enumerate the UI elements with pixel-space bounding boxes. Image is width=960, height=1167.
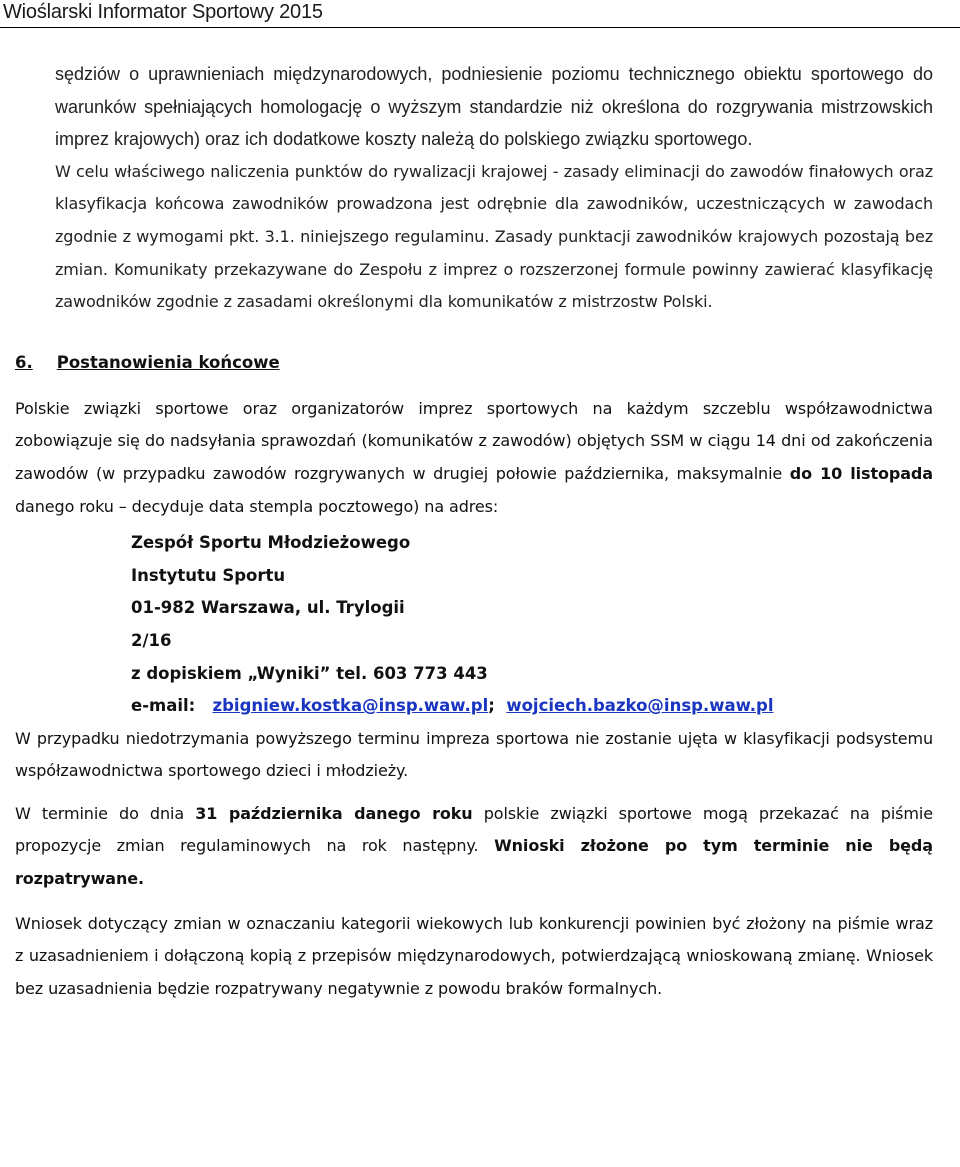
date-bold: 31 października danego roku [195,803,473,823]
address-line: z dopiskiem „Wyniki” tel. 603 773 443 [131,663,488,683]
email-label: e-mail: [131,696,196,716]
document-body [15,58,933,1005]
document-title: Wioślarski Informator Sportowy 2015 [3,1,323,23]
section-heading [15,347,933,379]
warning-bold: Wnioski złożone po tym terminie nie będą rozpatrywane. [15,836,933,889]
email-separator: ; [488,696,495,716]
spacer [15,788,933,798]
email-link-kostka[interactable]: zbigniew.kostka@insp.waw.pl [212,696,489,716]
missing-deadline-paragraph: W przypadku niedotrzymania powyższego terminu impreza sportowa nie zostanie ujęta w klasyfikacji podsystemu współzawodnictwa sportowego dzieci i młodzieży. [15,728,933,781]
address-line: 01-982 Warszawa, ul. Trylogii [131,598,405,618]
section-number: 6. [15,352,33,372]
address-line: Zespół Sportu Młodzieżowego [131,533,411,553]
address-line: Instytutu Sportu [131,565,286,585]
spacer [15,379,933,393]
header-divider [0,27,960,28]
address-line: 2/16 [131,630,172,650]
address-block [131,527,933,723]
email-line [131,690,933,723]
spacer [15,896,933,908]
email-link-bazko[interactable]: wojciech.bazko@insp.waw.pl [506,696,774,716]
points-paragraph: W celu właściwego naliczenia punktów do rywalizacji krajowej - zasady eliminacji do zawodów finałowych oraz klasyfikacja końcowa zawodników prowadzona jest odrębnie dla zawodników, uczestniczących w zawodach zgodnie z wymogami pkt. 3.1. niniejszego regulaminu. Zasady punktacji zawodników krajowych pozostają bez zmian. Komunikaty przekazywane do Zespołu z imprez o rozszerzonej formule powinny zawierać klasyfikację zawodników zgodnie z zasadami określonymi dla komunikatów z mistrzostw Polski. [55,161,933,312]
page-header [0,0,960,28]
intro-paragraph: sędziów o uprawnieniach międzynarodowych, podniesienie poziomu technicznego obiektu sportowego do warunków spełniających homologację o wyższym standardzie niż określona do rozgrywania mistrzowskich imprez krajowych) oraz ich dodatkowe koszty należą do polskiego związku sportowego. [55,64,933,150]
section-title: Postanowienia końcowe [56,352,280,372]
category-change-paragraph: Wniosek dotyczący zmian w oznaczaniu kategorii wiekowych lub konkurencji powinien być złożony na piśmie wraz z uzasadnieniem i dołączoną kopią z przepisów międzynarodowych, potwierdzającą wnioskowaną zmianę. Wniosek bez uzasadnienia będzie rozpatrywany negatywnie z powodu braków formalnych. [15,913,933,998]
deadline-bold: do 10 listopada [789,463,933,483]
proposals-paragraph: W terminie do dnia 31 października danego roku polskie związki sportowe mogą przekazać na piśmie propozycje zmian regulaminowych na rok następny. Wnioski złożone po tym terminie nie będą rozpatrywane. [15,803,933,889]
reports-paragraph: Polskie związki sportowe oraz organizatorów imprez sportowych na każdym szczeblu współzawodnictwa zobowiązuje się do nadsyłania sprawozdań (komunikatów z zawodów) objętych SSM w ciągu 14 dni od zakończenia zawodów (w przypadku zawodów rozgrywanych w drugiej połowie października, maksymalnie do 10 listopada danego roku – decyduje data stempla pocztowego) na adres: [15,398,933,516]
